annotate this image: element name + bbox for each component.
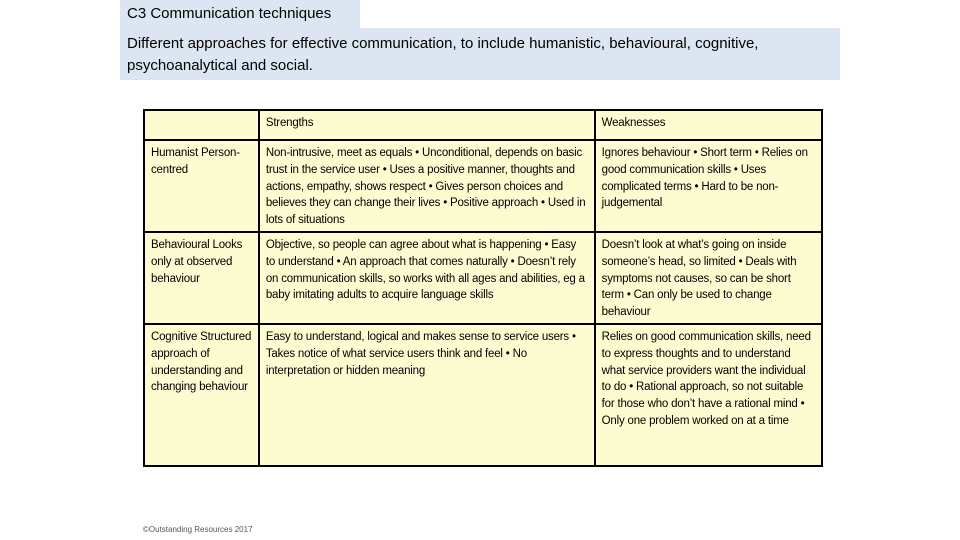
weaknesses-cell: Relies on good communication skills, need to express thoughts and to understand what service providers want the individual to do • Rational approach, so not suitable for those who don’t have a rational mind • Only one problem worked on at a time (595, 324, 822, 466)
table-row (144, 324, 822, 466)
strengths-cell: Objective, so people can agree about what is happening • Easy to understand • An approach that comes naturally • Doesn’t rely on communication skills, so works with all ages and abilities, eg a baby imitating adults to acquire language skills (259, 232, 595, 324)
slide-subtitle: Different approaches for effective communication, to include humanistic, behavioural, cognitive, psychoanalytical and social. (120, 28, 840, 80)
slide-title: C3 Communication techniques (120, 0, 360, 28)
approach-cell: Behavioural Looks only at observed behaviour (144, 232, 259, 324)
table-row (144, 140, 822, 232)
header-cell-strengths: Strengths (259, 110, 595, 140)
approach-cell: Cognitive Structured approach of understanding and changing behaviour (144, 324, 259, 466)
communication-techniques-table (143, 109, 823, 467)
weaknesses-cell: Doesn’t look at what’s going on inside someone’s head, so limited • Deals with symptoms not causes, so can be short term • Can only be used to change behaviour (595, 232, 822, 324)
header-cell-weaknesses: Weaknesses (595, 110, 822, 140)
table-row (144, 232, 822, 324)
weaknesses-cell: Ignores behaviour • Short term • Relies on good communication skills • Uses complicated terms • Hard to be non-judgemental (595, 140, 822, 232)
table-header-row (144, 110, 822, 140)
strengths-cell: Non-intrusive, meet as equals • Unconditional, depends on basic trust in the service user • Uses a positive manner, thoughts and actions, empathy, shows respect • Gives person choices and believes they can change their lives • Positive approach • Used in lots of situations (259, 140, 595, 232)
strengths-cell: Easy to understand, logical and makes sense to service users • Takes notice of what service users think and feel • No interpretation or hidden meaning (259, 324, 595, 466)
header-cell-empty (144, 110, 259, 140)
copyright-footer: ©Outstanding Resources 2017 (143, 525, 253, 534)
approach-cell: Humanist Person-centred (144, 140, 259, 232)
